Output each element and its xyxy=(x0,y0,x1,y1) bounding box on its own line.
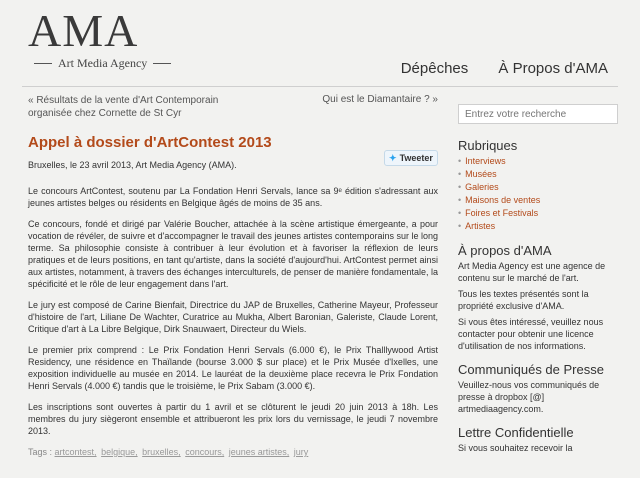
next-post-link[interactable]: Qui est le Diamantaire ? » xyxy=(322,94,438,105)
article-paragraph: Le concours ArtContest, soutenu par La Fondation Henri Servals, lance sa 9ᵉ édition s'adressant aux jeunes artistes belges ou résidents en Belgique âgés de moins de 35 ans. xyxy=(28,186,438,208)
article-paragraph: Le premier prix comprend : Le Prix Fondation Henri Servals (6.000 €), le Prix Thalllywood Artist Residency, une résidence en Thaïlande (bourse 3.000 $ sur place) et le Prix Musée d'Ixelles, une exposition individuelle au musée en 2014. Le lauréat de la deuxième place recevra le Prix Fondation Henri Servals (4.000 €) tandis que le troisième, le Prix Sabam (3.000 €). xyxy=(28,345,438,391)
tweet-label: Tweeter xyxy=(399,153,433,163)
nav-item-about[interactable]: À Propos d'AMA xyxy=(498,60,608,77)
about-text: Si vous êtes intéressé, veuillez nous contacter pour obtenir une licence d'utilisation de nos informations. xyxy=(458,317,604,351)
tags-line xyxy=(28,446,438,458)
rubriques-list xyxy=(458,155,618,233)
article-meta: Bruxelles, le 23 avril 2013, Art Media Agency (AMA). xyxy=(28,160,237,170)
press-text: Veuillez-nous vos communiqués de presse à dropbox [@] artmediaagency.com. xyxy=(458,380,600,414)
main-nav xyxy=(375,60,608,77)
tagline-rule-right xyxy=(153,63,171,64)
article-paragraph: Le jury est composé de Carine Bienfait, Directrice du JAP de Bruxelles, Catherine Mayeur, Professeur d'histoire de l'art, Liliane De Wachter, Curatrice au Mukha, Albert Baronian, Galeriste, Claude Lorent, Critique d'art à La Libre Belgique, Dirk Snauwaert, Directeur du Wiels. xyxy=(28,300,438,334)
press-heading: Communiqués de Presse xyxy=(458,362,604,377)
about-heading: À propos d'AMA xyxy=(458,243,552,258)
rubrique-link[interactable]: • Artistes xyxy=(458,220,618,233)
rubrique-link[interactable]: • Interviews xyxy=(458,155,618,168)
logo-tagline xyxy=(28,56,177,71)
twitter-bird-icon: ✦ xyxy=(389,153,397,163)
rubriques-heading: Rubriques xyxy=(458,138,518,153)
logo-text: AMA xyxy=(28,5,139,56)
tagline-rule-left xyxy=(34,63,52,64)
newsletter-heading: Lettre Confidentielle xyxy=(458,425,574,440)
tagline-text: Art Media Agency xyxy=(58,56,148,70)
article-paragraph: Les inscriptions sont ouvertes à partir du 1 avril et se clôturent le jeudi 20 juin 2013 à 18h. Les membres du jury siègeront ensemble et attribueront les prix lors du vernissage, le jeudi 7 novembre 2013. xyxy=(28,402,438,436)
header-divider xyxy=(22,86,618,87)
newsletter-text: Si vous souhaitez recevoir la xyxy=(458,443,573,453)
sidebar xyxy=(458,138,618,458)
tag-link[interactable]: belgique, xyxy=(101,447,138,457)
article-paragraph: Ce concours, fondé et dirigé par Valérie Boucher, attachée à la scène artistique émergeante, a pour vocation de révéler, de suivre et d'accompagner le travail des jeunes artistes contemporains sur le long terme. Sa philosophie consiste à contribuer à leur évolution et à favoriser la réflexion de leurs pratiques et de leurs positions, en tant qu'artiste, dans la société d'aujourd'hui. ArtContest permet ainsi aux artistes, notamment, à travers des échanges interculturels, de penser de manière fondamentale, la spécificité et le rôle de leur engagement dans l'art. xyxy=(28,219,438,289)
tag-link[interactable]: jury xyxy=(293,447,309,457)
prev-post-link[interactable]: « Résultats de la vente d'Art Contemporain organisée chez Cornette de St Cyr xyxy=(28,95,219,119)
article xyxy=(28,134,438,458)
rubrique-link[interactable]: • Musées xyxy=(458,168,618,181)
rubrique-link[interactable]: • Foires et Festivals xyxy=(458,207,618,220)
tag-link[interactable]: concours, xyxy=(185,447,225,457)
rubrique-link[interactable]: • Maisons de ventes xyxy=(458,194,618,207)
site-logo[interactable] xyxy=(28,5,177,71)
nav-item-depeches[interactable]: Dépêches xyxy=(400,60,469,77)
about-text: Tous les textes présentés sont la propriété exclusive d'AMA. xyxy=(458,289,589,311)
search-input[interactable] xyxy=(458,104,618,124)
tag-link[interactable]: artcontest, xyxy=(54,447,97,457)
tags-label: Tags : xyxy=(28,447,53,457)
rubrique-link[interactable]: • Galeries xyxy=(458,181,618,194)
article-title: Appel à dossier d'ArtContest 2013 xyxy=(28,134,272,151)
about-text: Art Media Agency est une agence de contenu sur le marché de l'art. xyxy=(458,261,606,283)
tweet-button[interactable] xyxy=(384,150,438,166)
tag-link[interactable]: bruxelles, xyxy=(142,447,181,457)
tag-link[interactable]: jeunes artistes, xyxy=(228,447,290,457)
